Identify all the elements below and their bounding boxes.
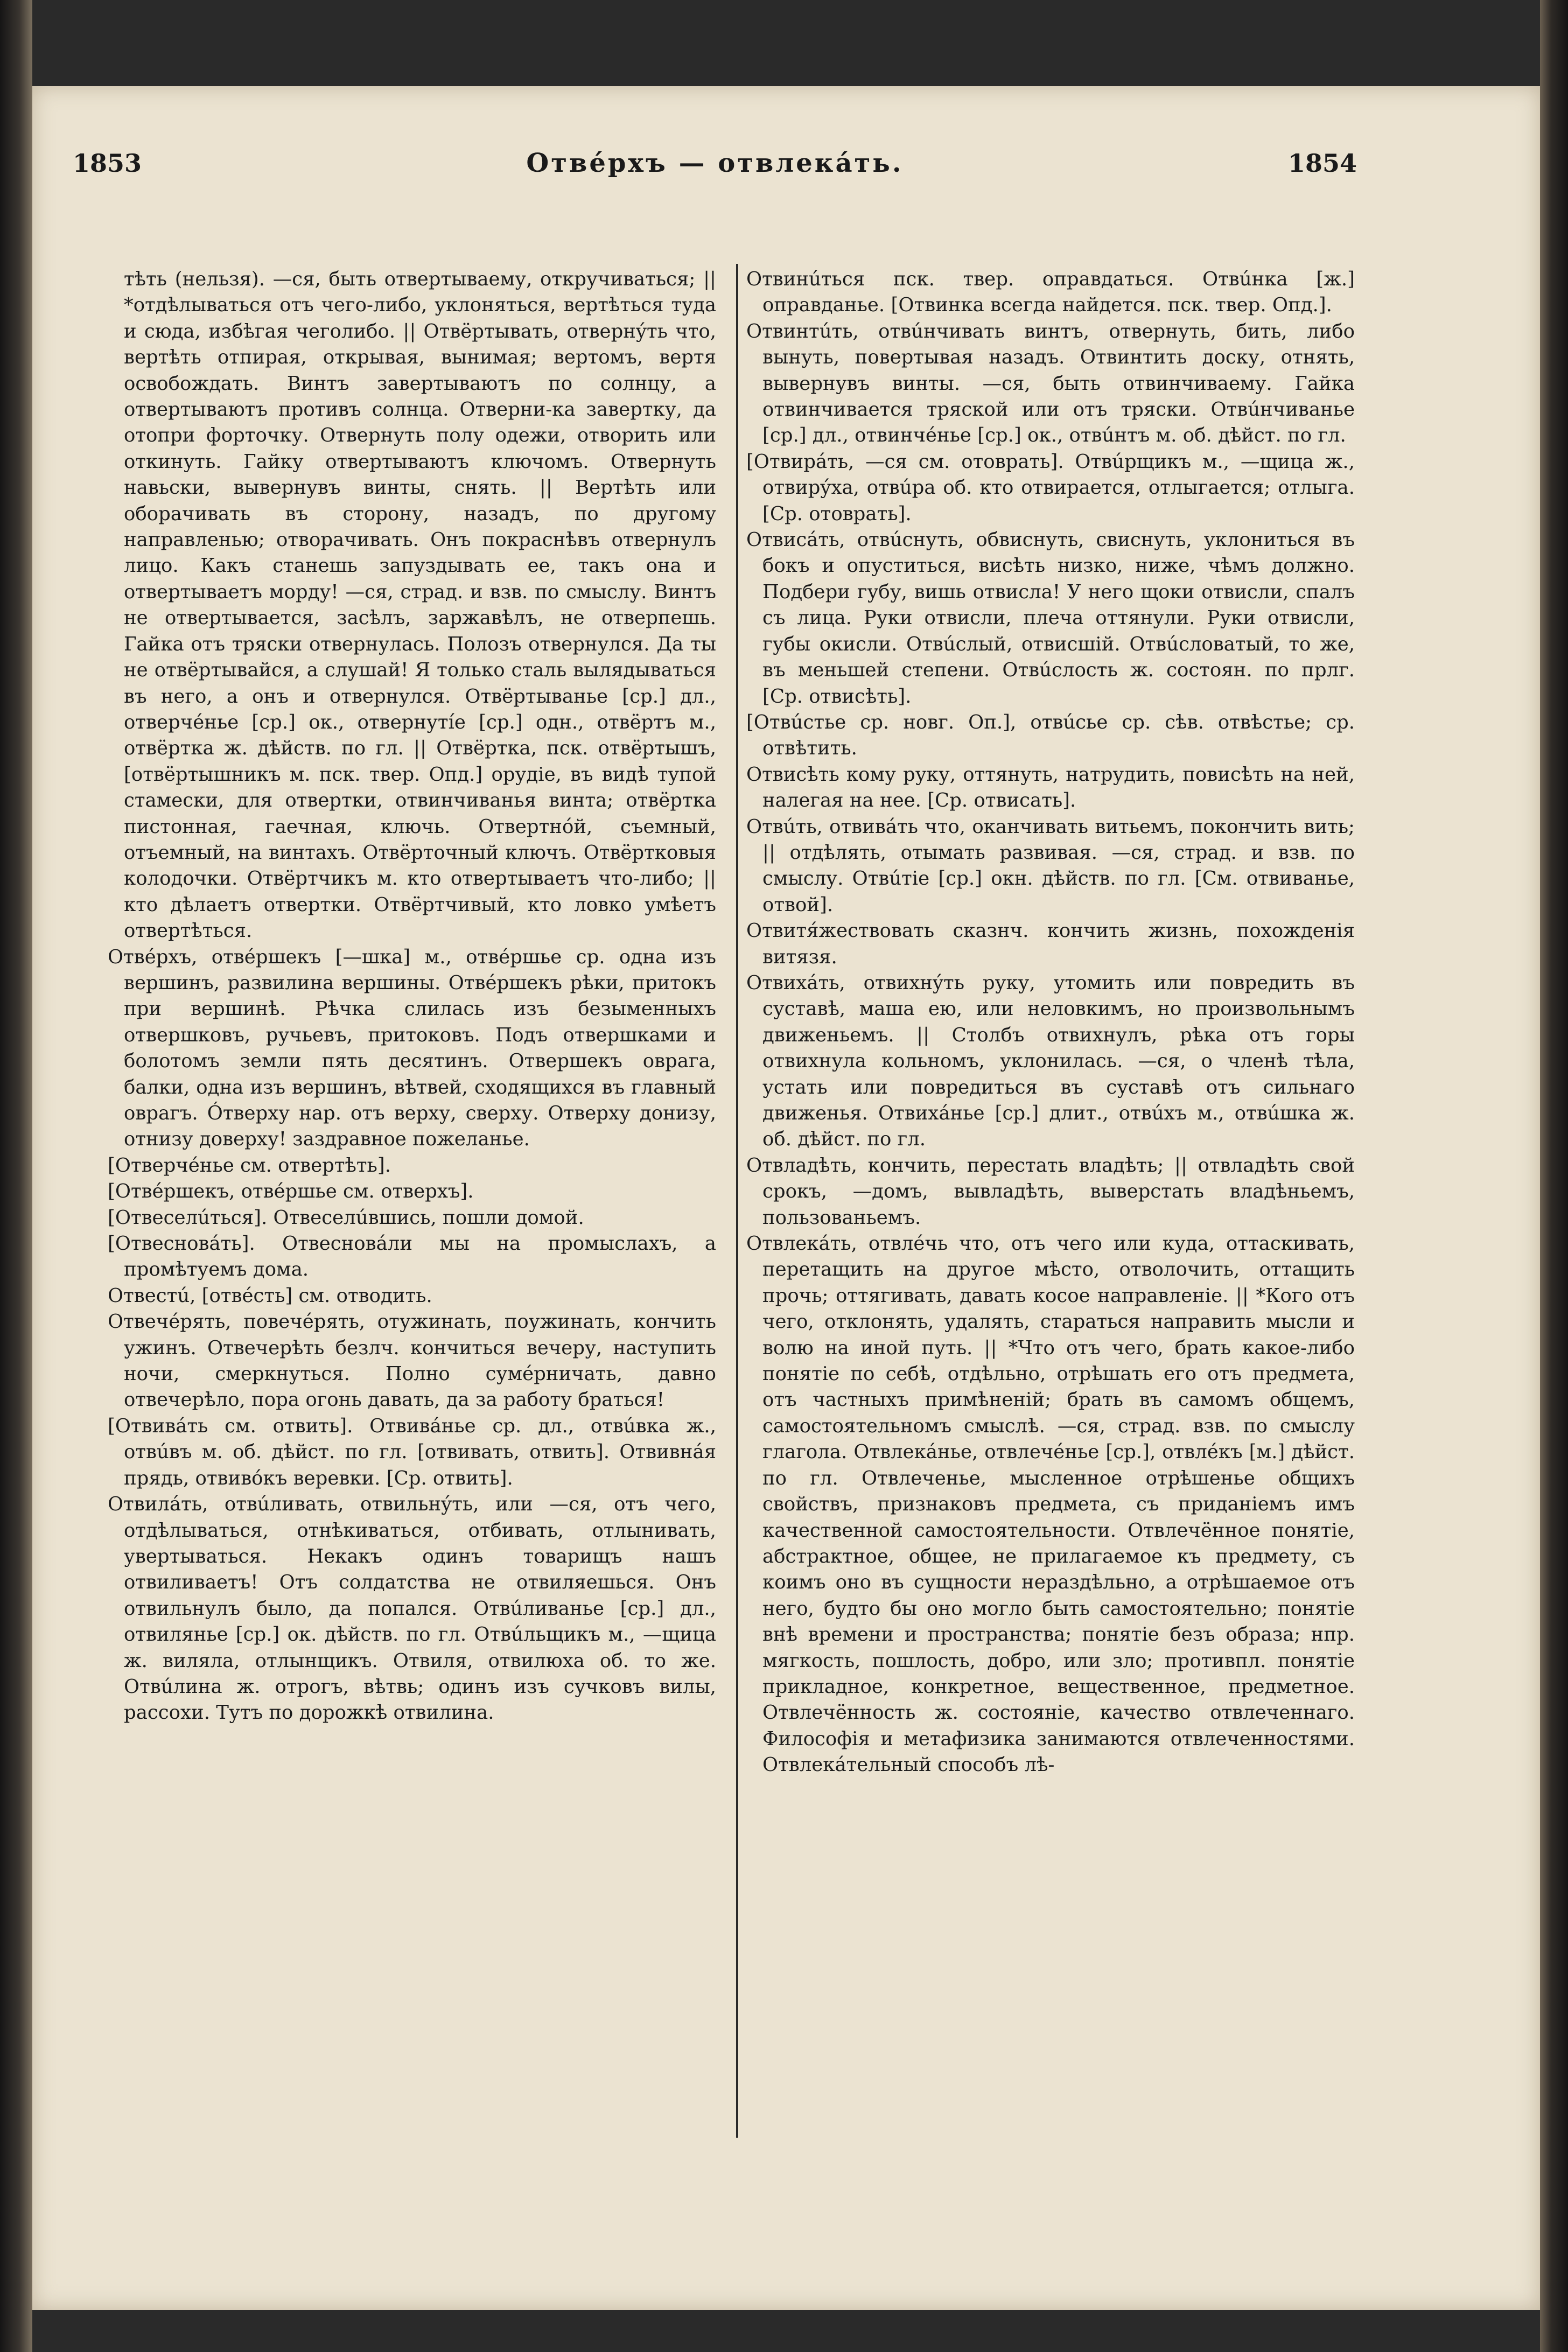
dictionary-entry: [Отвéршекъ, отвéршье см. отверхъ]. xyxy=(108,1180,474,1203)
dictionary-entry: [Отвúстье ср. новг. Оп.], отвúсье ср. сѣв. отвѣстье; ср. отвѣтить. xyxy=(746,711,1355,760)
page-number-left: 1853 xyxy=(73,149,142,178)
dictionary-entry: Отвисѣть кому руку, оттянуть, натрудить, повисѣть на ней, налегая на нее. [Ср. отвисать]. xyxy=(746,763,1355,812)
dictionary-entry: Отвисáть, отвúснуть, обвиснуть, свиснуть, уклониться въ бокъ и опуститься, висѣть низко, ниже, чѣмъ должно. Подбери губу, вишь отвисла! У него щоки отвисли, спалъ съ лица. Руки отвисли, плеча оттянули. Руки отвисли, губы окисли. Отвúслый, отвисшій. Отвúсловатый, то же, въ меньшей степени. Отвúслость ж. состоян. по прлг. [Ср. отвисѣть]. xyxy=(746,529,1355,708)
running-title: Отвéрхъ — отвлекáть. xyxy=(526,148,904,178)
column-divider xyxy=(736,264,738,2138)
dictionary-entry: тѣть (нельзя). —ся, быть отвертываему, откручиваться; || *отдѣлываться отъ чего-либо, уклоняться, вертѣться туда и сюда, избѣгая чеголибо. || Отвёртывать, отвернýть что, вертѣть отпирая, открывая, вынимая; вертомъ, вертя освобождать. Винтъ завертываютъ по солнцу, а отвертываютъ противъ солнца. Отверни-ка завертку, да отопри форточку. Отвернуть полу одежи, отворить или откинуть. Гайку отвертываютъ ключомъ. Отвернуть навьски, вывернувъ винты, снять. || Вертѣть или оборачивать въ сторону, назадъ, по другому направленью; отворачивать. Онъ покраснѣвъ отвернулъ лицо. Какъ станешь запуздывать ее, такъ она и отвертываетъ морду! —ся, страд. и взв. по смыслу. Винтъ не отвертывается, засѣлъ, заржавѣлъ, не отверпешь. Гайка отъ тряски отвернулась. Полозъ отвернулся. Да ты не отвёртывайся, а слушай! Я только сталь вылядываться въ него, а онъ и отвернулся. Отвёртыванье [ср.] дл., отверчéнье [ср.] ок., отвернутíе [ср.] одн., отвёртъ м., отвёртка ж. дѣйств. по гл. || Отвёртка, пск. отвёртышъ, [отвёртышникъ м. пск. твер. Опд.] орудіе, въ видѣ тупой стамески, для отвертки, отвинчиванья винта; отвёртка пистонная, гаечная, ключь. Отвертнóй, съемный, отъемный, на винтахъ. Отвёрточный ключъ. Отвёртковыя колодочки. Отвёртчикъ м. кто отвертываетъ что-либо; || кто дѣлаетъ отвертки. Отвёртчивый, кто ловко умѣетъ отвертѣться. xyxy=(124,268,716,942)
dictionary-entry: [Отвеселúться]. Отвеселúвшись, пошли домой. xyxy=(108,1206,584,1229)
dictionary-entry: Отвлекáть, отвлéчь что, отъ чего или куда, оттаскивать, перетащить на другое мѣсто, отволочить, оттащить прочь; оттягивать, давать косое направленіе. || *Кого отъ чего, отклонять, удалять, стараться направить мысли и волю на иной путь. || *Что отъ чего, брать какое-либо понятіе по себѣ, отдѣльно, отрѣшать его отъ предмета, отъ частныхъ примѣненій; брать въ самомъ общемъ, самостоятельномъ смыслѣ. —ся, страд. взв. по смыслу глагола. Отвлекáнье, отвлечéнье [ср.], отвлéкъ [м.] дѣйст. по гл. Отвлеченье, мысленное отрѣшенье общихъ свойствъ, признаковъ предмета, съ приданіемъ имъ качественной самостоятельности. Отвлечённое понятіе, абстрактное, общее, не прилагаемое къ предмету, съ коимъ оно въ сущности нераздѣльно, а отрѣшаемое отъ него, будто бы оно могло быть самостоятельно; понятіе внѣ времени и пространства; понятіе безъ образа; нпр. мягкость, пошлость, добро, или зло; противпл. понятіе прикладное, конкретное, вещественное, предметное. Отвлечённость ж. состояніе, качество отвлеченнаго. Философія и метафизика занимаются отвлеченностями. Отвлекáтельный способъ лѣ- xyxy=(746,1233,1355,1776)
dictionary-entry: Отвечéрять, повечéрять, отужинать, поужинать, кончить ужинъ. Отвечерѣть безлч. кончиться вечеру, наступить ночи, смеркнуться. Полно сумéрничать, давно отвечерѣло, пора огонь давать, да за работу браться! xyxy=(108,1311,716,1411)
dictionary-entry: Отвинтúть, отвúнчивать винтъ, отвернуть, бить, либо вынуть, повертывая назадъ. Отвинтить доску, отнять, вывернувъ винты. —ся, быть отвинчиваему. Гайка отвинчивается тряской или отъ тряски. Отвúнчиванье [ср.] дл., отвинчéнье [ср.] ок., отвúнтъ м. об. дѣйст. по гл. xyxy=(746,320,1355,447)
page-number-right: 1854 xyxy=(1287,149,1357,178)
dictionary-entry: [Отвесновáть]. Отвесновáли мы на промыслахъ, а промѣтуемъ дома. xyxy=(108,1233,716,1281)
book-edge-right xyxy=(1540,0,1568,2352)
dictionary-entry: Отвúть, отвивáть что, оканчивать витьемъ, покончить вить; || отдѣлять, отымать развивая. —ся, страд. и взв. по смыслу. Отвúтіе [ср.] окн. дѣйств. по гл. [См. отвиванье, отвой]. xyxy=(746,815,1355,916)
dictionary-entry: Отвестú, [отвéсть] см. отводить. xyxy=(108,1284,432,1307)
left-column xyxy=(108,267,716,2140)
dictionary-entry: Отвéрхъ, отвéршекъ [—шка] м., отвéршье ср. одна изъ вершинъ, развилина вершины. Отвéршекъ рѣки, притокъ при вершинѣ. Рѣчка слилась изъ безыменныхъ отвершковъ, ручьевъ, притоковъ. Подъ отвершками и болотомъ земли пять десятинъ. Отвершекъ оврага, балки, одна изъ вершинъ, вѣтвей, сходящихся въ главный оврагъ. Óтверху нар. отъ верху, сверху. Отверху донизу, отнизу доверху! заздравное пожеланье. xyxy=(108,946,716,1151)
dictionary-entry: [Отвивáть см. отвить]. Отвивáнье ср. дл., отвúвка ж., отвúвъ м. об. дѣйст. по гл. [отвивать, отвить]. Отвивнáя прядь, отвивóкъ веревки. [Ср. отвить]. xyxy=(108,1415,716,1489)
page-header xyxy=(73,134,1357,193)
dictionary-entry: Отвихáть, отвихнýть руку, утомить или повредить въ суставѣ, маша ею, или неловкимъ, но произвольнымъ движеньемъ. || Столбъ отвихнулъ, рѣка отъ горы отвихнула кольномъ, уклонилась. —ся, о членѣ тѣла, устать или повредиться въ суставѣ отъ сильнаго движенья. Отвихáнье [ср.] длит., отвúхъ м., отвúшка ж. об. дѣйст. по гл. xyxy=(746,971,1355,1151)
dictionary-entry: Отвладѣть, кончить, перестать владѣть; || отвладѣть свой срокъ, —домъ, вывладѣть, выверстать владѣньемъ, пользованьемъ. xyxy=(746,1154,1355,1229)
right-column xyxy=(746,267,1355,2140)
dictionary-entry: [Отвирáть, —ся см. отоврать]. Отвúрщикъ м., —щица ж., отвирýха, отвúра об. кто отвирается, отлыгается; отлыга. [Ср. отоврать]. xyxy=(746,450,1355,525)
dictionary-entry: [Отверчéнье см. отвертѣть]. xyxy=(108,1154,391,1177)
dictionary-entry: Отвилáть, отвúливать, отвильнýть, или —ся, отъ чего, отдѣлываться, отнѣкиваться, отбивать, отлынивать, увертываться. Некакъ одинъ товарищъ нашъ отвиливаетъ! Отъ солдатства не отвиляешься. Онъ отвильнулъ было, да попался. Отвúливанье [ср.] дл., отвилянье [ср.] ок. дѣйств. по гл. Отвúльщикъ м., —щица ж. виляла, отлынщикъ. Отвиля, отвилюха об. то же. Отвúлина ж. отрогъ, вѣтвь; одинъ изъ сучковъ вилы, рассохи. Тутъ по дорожкѣ отвилина. xyxy=(108,1493,716,1724)
dictionary-entry: Отвинúться пск. твер. оправдаться. Отвúнка [ж.] оправданье. [Отвинка всегда найдется. пск. твер. Опд.]. xyxy=(746,268,1355,317)
book-edge-left xyxy=(0,0,32,2352)
dictionary-entry: Отвитя́жествовать сказнч. кончить жизнь, похожденія витязя. xyxy=(746,920,1355,968)
